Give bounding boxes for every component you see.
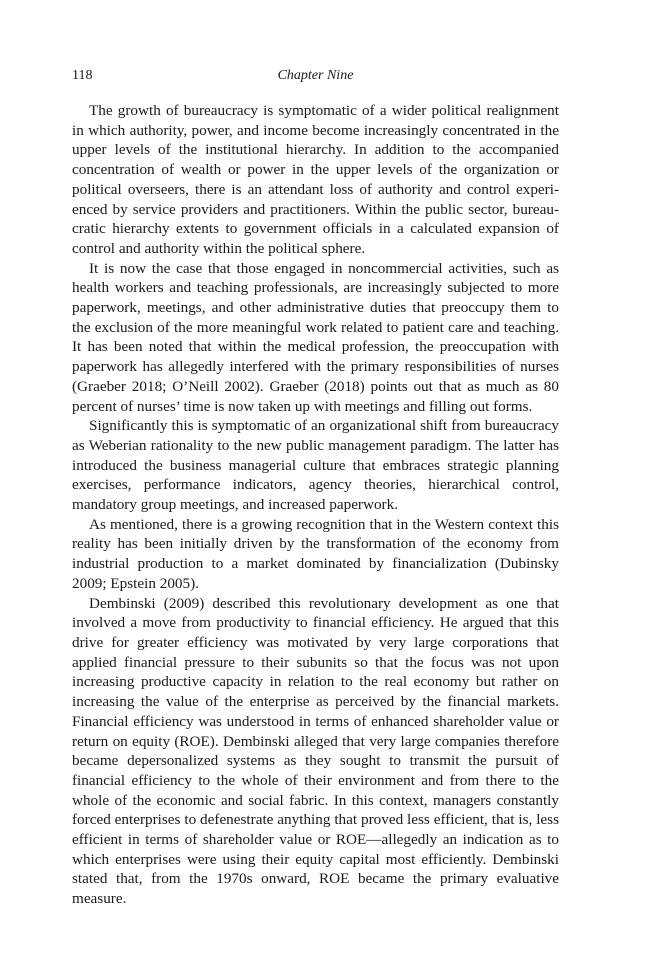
running-head [72, 68, 559, 88]
chapter-title: Chapter Nine [277, 68, 354, 83]
paragraph-bureaucracy-growth: The growth of bureaucracy is symptomatic of a wider political realignment in which authority, power, and income become increasingly concentrated in the upper levels of the institutional hierarchy. In addition to the accompanied concentration of wealth or power in the upper levels of the organization or political overseers, there is an attendant loss of authority and control experienced by service providers and practitioners. Within the public sector, bureaucratic hierarchy extents to government officials in a calculated expansion of control and authority within the political sphere. [72, 102, 559, 257]
paragraph-organizational-shift: Significantly this is symptomatic of an organizational shift from bureaucracy as Weberian rationality to the new public management paradigm. The latter has introduced the business managerial culture that embraces strategic planning exercises, performance indicators, agency theories, hierarchical control, mandatory group meetings, and increased paperwork. [72, 417, 559, 514]
page-number: 118 [72, 68, 93, 83]
paragraph-western-context: As mentioned, there is a growing recognition that in the Western context this reality has been initially driven by the transformation of the economy from industrial production to a market dominated by financialization (Dubinsky 2009; Epstein 2005). [72, 515, 559, 592]
paragraph-noncommercial-activities: It is now the case that those engaged in noncommercial activities, such as health workers and teaching professionals, are increasingly subjected to more paperwork, meetings, and other administrative duties that preoccupy them to the exclusion of the more meaningful work related to patient care and teaching. It has been noted that within the medical profession, the preoccupation with paperwork has allegedly interfered with the primary responsibilities of nurses (Graeber 2018; O’Neill 2002). Graeber (2018) points out that as much as 80 percent of nurses’ time is now taken up with meetings and filling out forms. [72, 259, 559, 415]
book-page [72, 0, 559, 975]
body-text [72, 101, 559, 909]
paragraph-dembinski: Dembinski (2009) described this revolutionary development as one that involved a move from productivity to financial efficiency. He argued that this drive for greater efficiency was motivated by very large corporations that applied financial pressure to their subunits so that the focus was not upon increasing productive capacity in relation to the real economy but rather on increasing the value of the enterprise as perceived by the financial markets. Financial efficiency was understood in terms of enhanced shareholder value or return on equity (ROE). Dembinski alleged that very large companies therefore became depersonalized systems as they sought to transmit the pursuit of financial efficiency to the whole of their environment and from there to the whole of the economic and social fabric. In this context, managers constantly forced enterprises to defenestrate anything that proved less efficient, that is, less efficient in terms of shareholder value or ROE—allegedly an indication as to which enterprises were using their equity capital most efficiently. Dembinski stated that, from the 1970s onward, ROE became the primary evaluative measure. [72, 594, 559, 908]
